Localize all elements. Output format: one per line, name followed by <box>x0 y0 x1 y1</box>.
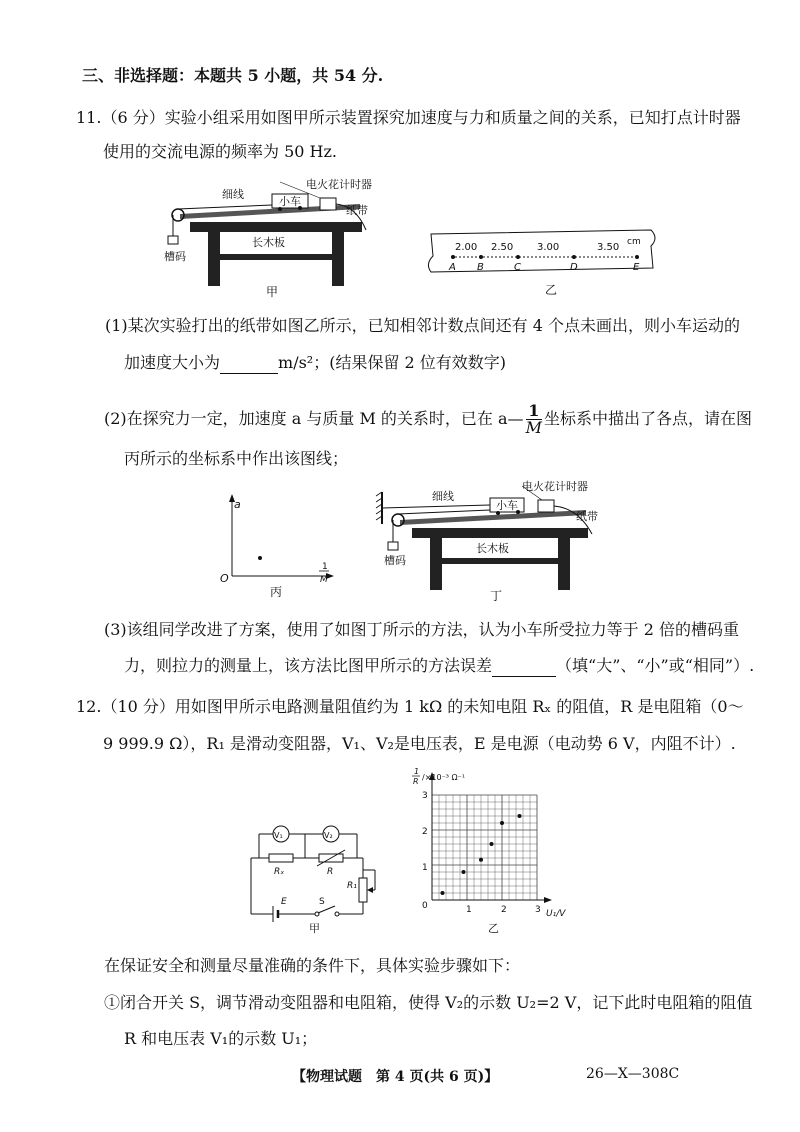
distance-label: 2.50 <box>491 242 514 253</box>
graph-y-label-num: 1 <box>414 767 420 776</box>
q11-part2-prefix: (2)在探究力一定，加速度 a 与质量 M 的关系时，已在 a— <box>104 409 524 428</box>
figure-caption-bing: 丙 <box>270 585 283 599</box>
fraction-one-over-m <box>526 403 542 436</box>
data-point <box>258 556 262 560</box>
distance-label: 2.00 <box>455 242 478 253</box>
spark-timer <box>538 500 554 512</box>
graph-grid <box>432 795 537 900</box>
q11-part1-prefix: 加速度大小为 <box>124 353 221 372</box>
q11-part1-line1: (1)某次实验打出的纸带如图乙所示，已知相邻计数点间还有 4 个点未画出，则小车运动的 <box>105 316 741 335</box>
voltmeter-v1-label: V₁ <box>274 831 283 840</box>
table-leg-right <box>558 538 570 590</box>
distance-label: 3.50 <box>597 242 620 253</box>
table-top <box>190 222 362 232</box>
table-leg-left <box>430 538 442 590</box>
battery-e-label: E <box>281 897 287 907</box>
x-axis-label-num: 1 <box>322 562 328 572</box>
graph-data-point <box>441 891 445 895</box>
rheostat-r1-label: R₁ <box>347 881 357 891</box>
answer-blank-error[interactable] <box>492 656 556 677</box>
q11-stem-line1: 11.（6 分）实验小组采用如图甲所示装置探究加速度与力和质量之间的关系，已知打点计时器 <box>76 108 741 127</box>
q11-part2-line2: 丙所示的坐标系中作出该图线； <box>124 449 349 468</box>
q11-part3-line2 <box>124 656 754 677</box>
graph-data-point <box>518 814 522 818</box>
distance-unit: cm <box>627 237 641 247</box>
label-spark-timer: 电火花计时器 <box>306 178 372 191</box>
hook-weights <box>168 236 178 244</box>
string-lower <box>398 510 490 514</box>
graph-x-tick: 2 <box>501 905 507 915</box>
graph-y-tick: 1 <box>422 863 428 873</box>
graph-x-label: U₁/V <box>546 909 566 919</box>
spark-timer <box>320 198 336 210</box>
q11-part1-line2 <box>124 353 506 374</box>
label-paper-tape: 纸带 <box>576 510 598 523</box>
graph-x-tick: 1 <box>466 905 472 915</box>
fraction-denominator: M <box>525 418 542 437</box>
table-rail <box>220 254 332 260</box>
x-axis-label-den: M <box>320 575 328 585</box>
figure-caption-ding: 丁 <box>490 589 503 603</box>
label-cart: 小车 <box>279 195 301 208</box>
voltmeter-v2-label: V₂ <box>324 831 333 840</box>
y-axis-label: a <box>234 498 241 511</box>
q12-stem-line2: 9 999.9 Ω），R₁ 是滑动变阻器，V₁、V₂是电压表，E 是电源（电动势 6 V，内阻不计）. <box>103 734 736 753</box>
point-label: E <box>633 262 640 273</box>
graph-data-point <box>479 858 483 862</box>
label-spark-timer: 电火花计时器 <box>522 480 588 493</box>
table-leg-right <box>332 232 344 286</box>
q11-stem-line2: 使用的交流电源的频率为 50 Hz. <box>103 142 338 161</box>
q11-figure-jia <box>160 178 380 302</box>
label-paper-tape: 纸带 <box>346 204 368 217</box>
q11-figure-ding <box>372 478 612 604</box>
point-label: A <box>449 262 456 273</box>
label-string: 细线 <box>432 490 454 503</box>
q12-stem-line1: 12.（10 分）用如图甲所示电路测量阻值约为 1 kΩ 的未知电阻 Rₓ 的阻值，R 是电阻箱（0～ <box>76 697 744 716</box>
figure-caption-yi: 乙 <box>488 922 499 935</box>
graph-y-tick: 2 <box>422 827 428 837</box>
string-upper <box>382 505 490 508</box>
section-heading: 三、非选择题：本题共 5 小题，共 54 分. <box>82 66 384 85</box>
footer-code: 26—X—308C <box>586 1066 680 1082</box>
q11-part1-suffix: m/s²；(结果保留 2 位有效数字) <box>278 353 507 372</box>
figure-caption-yi: 乙 <box>545 283 558 297</box>
q11-figure-bing <box>212 490 342 602</box>
distance-label: 3.00 <box>537 242 560 253</box>
q11-part3-prefix: 力，则拉力的测量上，该方法比图甲所示的方法误差 <box>124 656 493 675</box>
answer-blank-acceleration[interactable] <box>220 353 278 374</box>
graph-data-point <box>462 870 466 874</box>
graph-data-point <box>490 842 494 846</box>
graph-y-tick: 3 <box>422 791 428 801</box>
graph-origin: 0 <box>422 901 428 911</box>
figure-caption-jia: 甲 <box>266 285 279 299</box>
graph-y-label-den: R <box>413 777 419 786</box>
footer-title: 【物理试题 第 4 页(共 6 页)】 <box>292 1069 499 1085</box>
point-label: C <box>514 262 521 273</box>
figure-caption-jia: 甲 <box>309 922 320 934</box>
label-long-board: 长木板 <box>252 236 285 249</box>
string <box>178 205 272 209</box>
q11-part2-line1 <box>104 400 752 438</box>
hook-weights <box>388 542 398 550</box>
label-hook-weights: 槽码 <box>384 554 406 567</box>
table-top <box>412 528 588 538</box>
graph-y-label-unit: /×10⁻³ Ω⁻¹ <box>422 773 466 782</box>
origin-label: O <box>220 572 229 585</box>
switch-s-label: S <box>319 897 325 907</box>
q12-figure-yi-graph <box>408 764 594 940</box>
label-long-board: 长木板 <box>476 542 509 555</box>
point-label: D <box>570 262 578 273</box>
q11-figure-yi <box>425 226 671 302</box>
q12-step1-line1: ①闭合开关 S，调节滑动变阻器和电阻箱，使得 V₂的示数 U₂=2 V，记下此时电阻箱的阻值 <box>104 993 753 1012</box>
q11-part3-line1: (3)该组同学改进了方案，使用了如图丁所示的方法，认为小车所受拉力等于 2 倍的槽码重 <box>104 620 740 639</box>
graph-x-tick: 3 <box>535 905 541 915</box>
resistor-r-label: R <box>327 867 334 877</box>
label-string: 细线 <box>222 188 244 201</box>
q12-figure-jia-circuit <box>245 818 385 934</box>
label-cart: 小车 <box>496 499 518 512</box>
table-leg-left <box>208 232 220 286</box>
fraction-numerator: 1 <box>526 403 542 420</box>
point-label: B <box>477 262 484 273</box>
q12-step1-line2: R 和电压表 V₁的示数 U₁； <box>124 1029 318 1048</box>
resistor-rx-label: Rₓ <box>274 867 285 877</box>
graph-data-point <box>500 821 504 825</box>
q11-part3-suffix: （填“大”、“小”或“相同”）. <box>556 656 755 675</box>
q12-steps-intro: 在保证安全和测量尽量准确的条件下，具体实验步骤如下： <box>104 956 521 975</box>
table-rail <box>442 558 558 564</box>
label-hook-weights: 槽码 <box>164 250 186 263</box>
resistor-rx <box>269 854 293 862</box>
q11-part2-suffix: 坐标系中描出了各点，请在图 <box>543 409 752 428</box>
rheostat-r1 <box>359 878 367 902</box>
